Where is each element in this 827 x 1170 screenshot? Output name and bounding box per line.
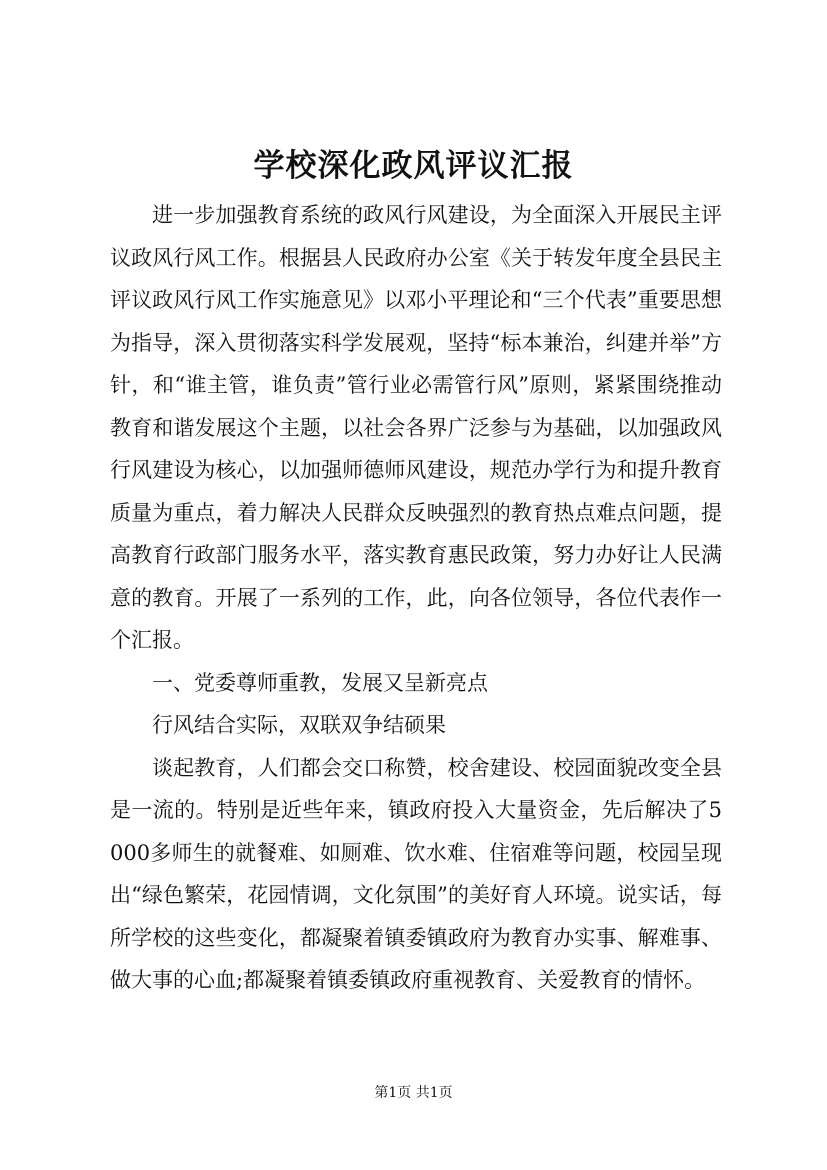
paragraph-education: 谈起教育，人们都会交口称赞，校舍建设、校园面貌改变全县是一流的。特别是近些年来，镇政府投入大量资金，先后解决了5000多师生的就餐难、如厕难、饮水难、住宿难等问题，校园呈现出“绿色繁荣，花园情调，文化氛围”的美好育人环境。说实话，每所学校的这些变化，都凝聚着镇委镇政府为教育办实事、解难事、做大事的心血;都凝聚着镇委镇政府重视教育、关爱教育的情怀。 (110, 755, 722, 992)
section-subheading: 行风结合实际，双联双争结硕果 (152, 713, 446, 737)
section-heading-1: 一、党委尊师重教，发展又呈新亮点 (152, 670, 488, 695)
document-body (110, 194, 722, 1002)
paragraph-intro: 进一步加强教育系统的政风行风建设，为全面深入开展民主评议政风行风工作。根据县人民政府办公室《关于转发年度全县民主评议政风行风工作实施意见》以邓小平理论和“三个代表”重要思想为指导，深入贯彻落实科学发展观，坚持“标本兼治，纠建并举”方针，和“谁主管，谁负责”管行业必需管行风”原则，紧紧围绕推动教育和谐发展这个主题，以社会各界广泛参与为基础，以加强政风行风建设为核心，以加强师德师风建设，规范办学行为和提升教育质量为重点，着力解决人民群众反映强烈的教育热点难点问题，提高教育行政部门服务水平，落实教育惠民政策，努力办好让人民满意的教育。开展了一系列的工作，此，向各位领导，各位代表作一个汇报。 (110, 203, 722, 652)
document-title: 学校深化政风评议汇报 (253, 148, 574, 184)
page-footer: 第1页 共1页 (374, 1085, 453, 1101)
